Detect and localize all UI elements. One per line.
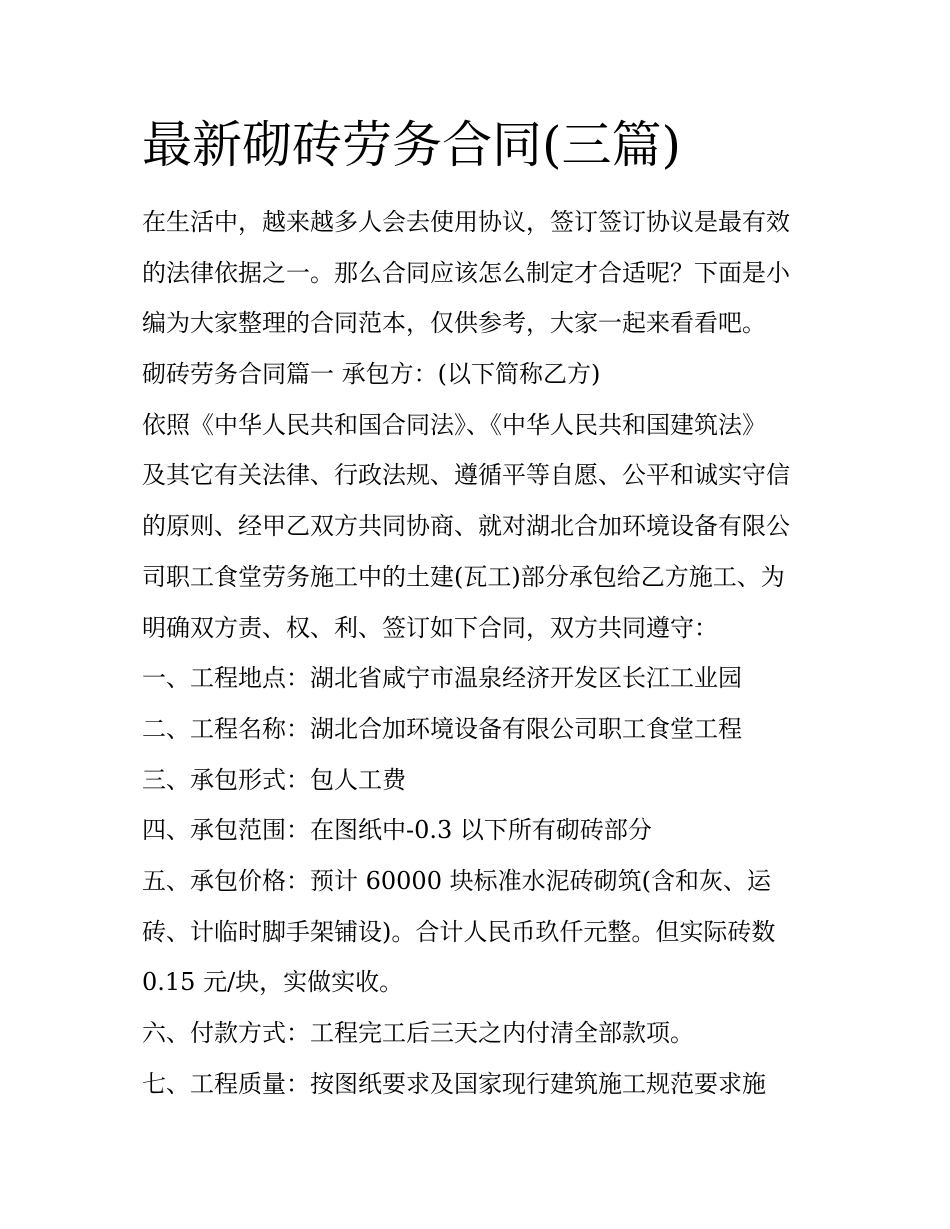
body-line: 司职工食堂劳务施工中的土建(瓦工)部分承包给乙方施工、为 [142, 562, 785, 591]
body-line: 砌砖劳务合同篇一 承包方：(以下简称乙方) [142, 360, 601, 389]
body-line: 的原则、经甲乙双方共同协商、就对湖北合加环境设备有限公 [142, 512, 790, 541]
body-line: 编为大家整理的合同范本，仅供参考，大家一起来看看吧。 [142, 309, 766, 338]
body-line: 四、承包范围：在图纸中-0.3 以下所有砌砖部分 [142, 816, 652, 845]
body-line: 明确双方责、权、利、签订如下合同，双方共同遵守： [142, 613, 718, 642]
body-line: 的法律依据之一。那么合同应该怎么制定才合适呢？下面是小 [142, 258, 790, 287]
body-line: 六、付款方式：工程完工后三天之内付清全部款项。 [142, 1019, 694, 1047]
body-line: 七、工程质量：按图纸要求及国家现行建筑施工规范要求施 [142, 1069, 766, 1098]
body-line: 在生活中，越来越多人会去使用协议，签订签订协议是最有效 [142, 208, 790, 236]
body-line: 五、承包价格：预计 60000 块标准水泥砖砌筑(含和灰、运 [142, 866, 771, 895]
body-line: 三、承包形式：包人工费 [142, 765, 406, 794]
body-line: 依照《中华人民共和国合同法》、《中华人民共和国建筑法》 [142, 410, 766, 439]
document-title: 最新砌砖劳务合同(三篇) [142, 116, 682, 174]
document-body [142, 197, 822, 1109]
body-line: 二、工程名称：湖北合加环境设备有限公司职工食堂工程 [142, 714, 742, 743]
body-line: 及其它有关法律、行政法规、遵循平等自愿、公平和诚实守信 [142, 461, 790, 490]
body-line: 砖、计临时脚手架铺设)。合计人民币玖仟元整。但实际砖数 [142, 917, 776, 946]
body-line: 一、工程地点：湖北省咸宁市温泉经济开发区长江工业园 [142, 664, 742, 693]
body-line: 0.15 元/块，实做实收。 [142, 968, 404, 997]
